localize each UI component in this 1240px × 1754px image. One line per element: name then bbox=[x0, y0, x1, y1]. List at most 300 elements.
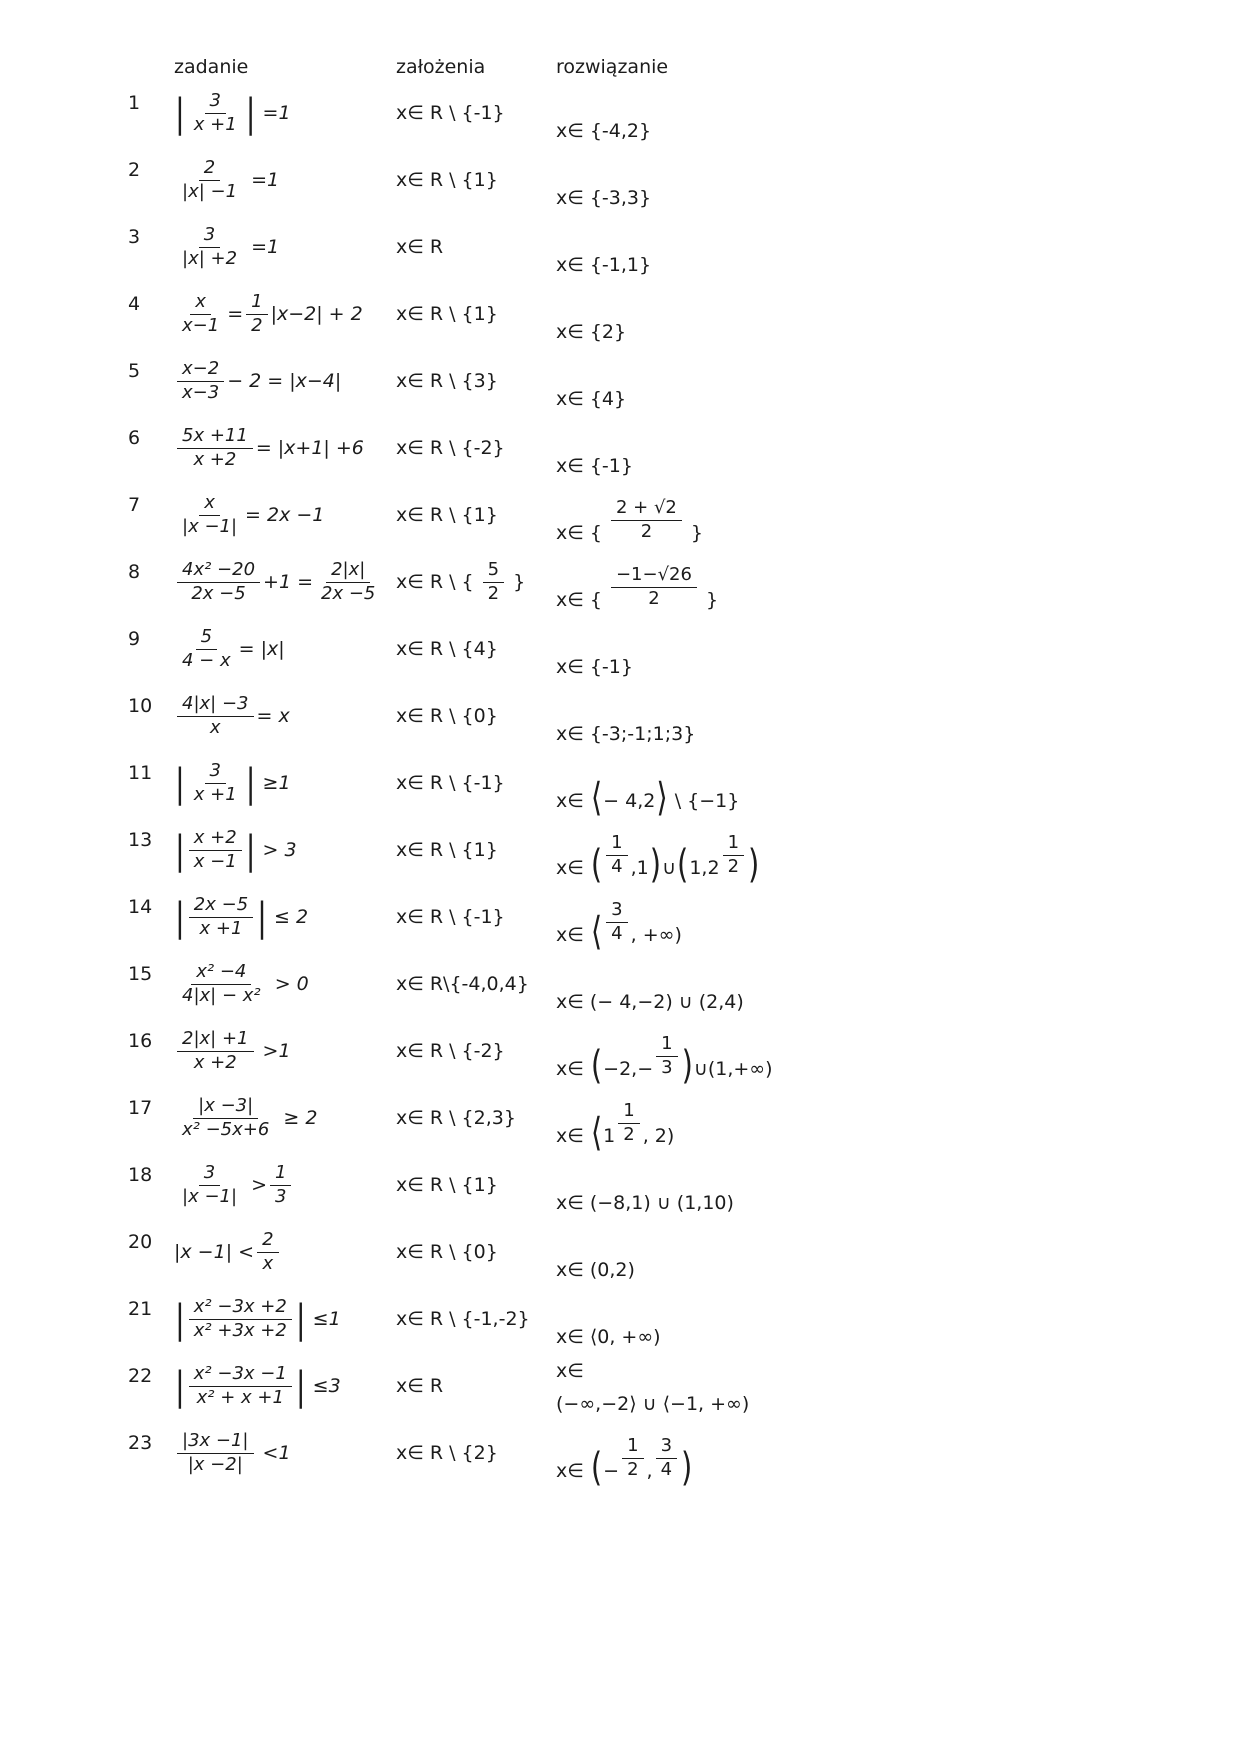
row-number: 8 bbox=[128, 561, 141, 583]
solution-cell bbox=[556, 419, 1190, 477]
assumptions-cell bbox=[396, 955, 556, 1013]
equation-cell bbox=[174, 352, 396, 410]
math-text: ∪(1,+∞) bbox=[693, 1058, 773, 1080]
fraction bbox=[177, 558, 260, 604]
table-row bbox=[128, 1156, 1190, 1214]
assumptions-cell bbox=[396, 84, 556, 142]
numerator: 3 bbox=[199, 226, 220, 248]
fraction bbox=[177, 290, 224, 336]
math-text: x∈ ⟨0, +∞) bbox=[556, 1326, 661, 1348]
fraction bbox=[177, 625, 236, 671]
math-text: =1 bbox=[245, 169, 280, 191]
equation-cell bbox=[174, 1290, 396, 1348]
math-text: x∈ R \ {1} bbox=[396, 169, 498, 191]
math-text: (−∞,−2⟩ ∪ ⟨−1, +∞) bbox=[556, 1392, 750, 1415]
denominator: 2 bbox=[648, 588, 660, 610]
math-text: } bbox=[699, 589, 719, 611]
big-bracket: | bbox=[245, 826, 256, 873]
row-number: 7 bbox=[128, 494, 141, 516]
solution-cell bbox=[556, 754, 1190, 820]
denominator: 2 bbox=[251, 314, 263, 336]
assumptions-cell bbox=[396, 620, 556, 678]
fraction bbox=[177, 491, 242, 537]
fraction bbox=[177, 424, 253, 470]
solution-cell bbox=[556, 1223, 1190, 1281]
row-number: 22 bbox=[128, 1365, 153, 1387]
math-text: = x bbox=[256, 705, 290, 727]
math-text: ≤3 bbox=[306, 1375, 341, 1397]
table-row bbox=[128, 486, 1190, 544]
math-text: , +∞) bbox=[630, 924, 682, 946]
line-break bbox=[556, 1386, 1190, 1388]
equation-cell bbox=[174, 486, 396, 544]
big-bracket: ⟨ bbox=[590, 907, 603, 954]
row-number: 1 bbox=[128, 92, 141, 114]
equation-cell bbox=[174, 687, 396, 745]
table-row bbox=[128, 1223, 1190, 1281]
numerator: 1 bbox=[656, 1035, 677, 1057]
denominator: 4 bbox=[660, 1459, 673, 1481]
denominator: |x −1| bbox=[182, 515, 238, 537]
denominator: x −1 bbox=[193, 850, 237, 872]
table-row bbox=[128, 1424, 1190, 1490]
row-number: 11 bbox=[128, 762, 153, 784]
fraction bbox=[189, 893, 253, 939]
numerator: 2x −5 bbox=[189, 896, 253, 918]
math-text: x∈ R \ {1} bbox=[396, 303, 498, 325]
big-bracket: | bbox=[175, 826, 185, 873]
fraction bbox=[723, 834, 744, 877]
assumptions-cell bbox=[396, 687, 556, 745]
big-bracket: | bbox=[245, 759, 256, 806]
numerator: 4|x| −3 bbox=[177, 695, 254, 717]
math-text: x∈ R \ {0} bbox=[396, 705, 498, 727]
solution-cell bbox=[556, 1156, 1190, 1214]
denominator: x−3 bbox=[182, 381, 220, 403]
denominator: 4 bbox=[611, 923, 623, 945]
math-text: x∈ {-1} bbox=[556, 656, 633, 678]
math-text: , bbox=[646, 1460, 653, 1482]
fraction bbox=[189, 1362, 292, 1408]
big-bracket: | bbox=[175, 759, 185, 806]
big-bracket: ( bbox=[677, 840, 689, 887]
numerator: 4x² −20 bbox=[177, 561, 260, 583]
math-text: x∈ bbox=[556, 1460, 590, 1482]
row-number: 17 bbox=[128, 1097, 153, 1119]
math-text: x∈ R bbox=[396, 1375, 444, 1397]
math-text: x∈ (0,2) bbox=[556, 1259, 635, 1281]
math-text: > 0 bbox=[268, 973, 309, 995]
solution-cell bbox=[556, 1290, 1190, 1348]
column-header-zalozenia: założenia bbox=[396, 56, 486, 78]
numerator: 1 bbox=[270, 1164, 291, 1186]
numerator: 3 bbox=[205, 92, 226, 114]
equation-cell bbox=[174, 888, 396, 946]
denominator: 2 bbox=[727, 856, 740, 878]
big-bracket: ) bbox=[681, 1443, 693, 1490]
equation-cell bbox=[174, 1089, 396, 1147]
denominator: x² −5x+6 bbox=[182, 1118, 270, 1140]
numerator: 2|x| bbox=[326, 561, 370, 583]
numerator: 2 bbox=[199, 159, 220, 181]
row-number: 16 bbox=[128, 1030, 153, 1052]
table-row bbox=[128, 352, 1190, 410]
row-number: 5 bbox=[128, 360, 141, 382]
math-text: +1 = bbox=[263, 571, 313, 593]
fraction bbox=[189, 1295, 292, 1341]
equations-table bbox=[128, 84, 1190, 1490]
fraction bbox=[257, 1228, 278, 1274]
denominator: |x| +2 bbox=[182, 247, 238, 269]
fraction bbox=[270, 1161, 291, 1207]
fraction bbox=[177, 1161, 242, 1207]
fraction bbox=[611, 499, 682, 542]
row-number: 9 bbox=[128, 628, 141, 650]
math-text: x∈ (−8,1) ∪ (1,10) bbox=[556, 1192, 734, 1214]
math-text: x∈ {-1} bbox=[556, 455, 633, 477]
assumptions-cell bbox=[396, 486, 556, 544]
math-text: ≤ 2 bbox=[267, 906, 309, 928]
fraction bbox=[483, 558, 504, 604]
big-bracket: ( bbox=[590, 1041, 603, 1088]
numerator: x² −3x +2 bbox=[189, 1298, 292, 1320]
math-text: x∈ bbox=[556, 857, 590, 879]
row-number: 6 bbox=[128, 427, 141, 449]
row-number: 4 bbox=[128, 293, 141, 315]
assumptions-cell bbox=[396, 1357, 556, 1415]
math-text: x∈ {-4,2} bbox=[556, 120, 652, 142]
table-row bbox=[128, 955, 1190, 1013]
table-row bbox=[128, 687, 1190, 745]
denominator: 4 bbox=[611, 856, 623, 878]
denominator: x−1 bbox=[182, 314, 220, 336]
denominator: 2 bbox=[487, 582, 500, 604]
table-header bbox=[128, 56, 1190, 78]
assumptions-cell bbox=[396, 151, 556, 209]
denominator: 3 bbox=[275, 1185, 287, 1207]
equation-cell bbox=[174, 1424, 396, 1482]
big-bracket: | bbox=[175, 1295, 185, 1342]
denominator: 2x −5 bbox=[191, 582, 246, 604]
math-text: } bbox=[684, 522, 704, 544]
equation-cell bbox=[174, 285, 396, 343]
denominator: x +2 bbox=[193, 1051, 237, 1073]
numerator: 3 bbox=[205, 762, 226, 784]
numerator: 1 bbox=[246, 293, 267, 315]
math-text: x∈ {-3,3} bbox=[556, 187, 652, 209]
table-row bbox=[128, 1290, 1190, 1348]
math-text: − bbox=[603, 1460, 620, 1482]
solution-cell bbox=[556, 687, 1190, 745]
denominator: x +1 bbox=[193, 113, 237, 135]
solution-cell bbox=[556, 1424, 1190, 1490]
math-text: x∈ bbox=[556, 790, 590, 812]
math-text: =1 bbox=[245, 236, 280, 258]
math-text: ∪ bbox=[662, 857, 677, 879]
fraction bbox=[177, 960, 266, 1006]
equation-cell bbox=[174, 151, 396, 209]
math-text: <1 bbox=[256, 1442, 291, 1464]
math-text: x∈ {-1,1} bbox=[556, 254, 652, 276]
fraction bbox=[189, 826, 242, 872]
equation-cell bbox=[174, 419, 396, 477]
math-text: >1 bbox=[256, 1040, 291, 1062]
math-text: > 3 bbox=[256, 839, 297, 861]
big-bracket: | bbox=[245, 89, 256, 136]
solution-cell bbox=[556, 486, 1190, 544]
row-number: 23 bbox=[128, 1432, 153, 1454]
math-text: = 2x −1 bbox=[245, 504, 325, 526]
denominator: x +1 bbox=[193, 783, 237, 805]
numerator: 3 bbox=[606, 901, 627, 923]
denominator: |x| −1 bbox=[182, 180, 238, 202]
numerator: x +2 bbox=[189, 829, 242, 851]
numerator: 1 bbox=[723, 834, 744, 856]
math-text: x∈ bbox=[556, 1125, 590, 1147]
assumptions-cell bbox=[396, 218, 556, 276]
row-number: 18 bbox=[128, 1164, 153, 1186]
math-text: x∈ R \ {1} bbox=[396, 504, 498, 526]
fraction bbox=[177, 692, 254, 738]
assumptions-cell bbox=[396, 754, 556, 812]
math-text: x∈ {2} bbox=[556, 321, 627, 343]
big-bracket: ) bbox=[681, 1041, 693, 1088]
numerator: −1−√26 bbox=[611, 566, 697, 588]
numerator: x² −4 bbox=[191, 963, 251, 985]
denominator: x bbox=[262, 1252, 274, 1274]
math-text: x∈ R \ {-2} bbox=[396, 1040, 505, 1062]
fraction bbox=[611, 566, 697, 609]
big-bracket: | bbox=[175, 1362, 185, 1409]
big-bracket: ) bbox=[649, 840, 662, 887]
math-text: 1 bbox=[603, 1125, 616, 1147]
table-row bbox=[128, 151, 1190, 209]
assumptions-cell bbox=[396, 1089, 556, 1147]
fraction bbox=[177, 223, 242, 269]
column-header-rozwiazanie: rozwiązanie bbox=[556, 56, 669, 78]
denominator: 2 bbox=[627, 1459, 639, 1481]
equation-cell bbox=[174, 955, 396, 1013]
numerator: 1 bbox=[618, 1102, 639, 1124]
math-text: x∈ R \ {1} bbox=[396, 1174, 498, 1196]
assumptions-cell bbox=[396, 1022, 556, 1080]
numerator: x² −3x −1 bbox=[189, 1365, 292, 1387]
denominator: |x −2| bbox=[187, 1453, 243, 1475]
row-number: 2 bbox=[128, 159, 141, 181]
solution-cell bbox=[556, 218, 1190, 276]
table-row bbox=[128, 888, 1190, 954]
big-bracket: | bbox=[175, 89, 185, 136]
solution-cell bbox=[556, 553, 1190, 611]
math-text: x∈ R \ {-1} bbox=[396, 906, 505, 928]
row-number: 10 bbox=[128, 695, 153, 717]
math-text: x∈ bbox=[556, 924, 590, 946]
solution-cell bbox=[556, 352, 1190, 410]
numerator: 3 bbox=[199, 1164, 220, 1186]
math-text: } bbox=[507, 571, 526, 593]
fraction bbox=[246, 290, 267, 336]
equation-cell bbox=[174, 218, 396, 276]
fraction bbox=[177, 357, 224, 403]
row-number: 20 bbox=[128, 1231, 153, 1253]
table-row bbox=[128, 1357, 1190, 1415]
math-text: x∈ { bbox=[556, 522, 608, 544]
fraction bbox=[622, 1437, 643, 1480]
column-header-zadanie: zadanie bbox=[174, 56, 249, 78]
denominator: 4|x| − x² bbox=[182, 984, 261, 1006]
table-row bbox=[128, 84, 1190, 142]
solution-cell bbox=[556, 285, 1190, 343]
table-row bbox=[128, 821, 1190, 887]
math-text: x∈ R bbox=[396, 236, 444, 258]
equation-cell bbox=[174, 553, 396, 611]
math-text: x∈ { bbox=[556, 589, 608, 611]
solution-cell bbox=[556, 1357, 1190, 1415]
numerator: 5 bbox=[483, 561, 504, 583]
big-bracket: | bbox=[175, 893, 185, 940]
table-row bbox=[128, 620, 1190, 678]
header-spacer bbox=[128, 56, 174, 78]
fraction bbox=[177, 1094, 274, 1140]
table-row bbox=[128, 553, 1190, 611]
math-text: ≤1 bbox=[306, 1308, 341, 1330]
denominator: 4 − x bbox=[182, 649, 231, 671]
denominator: x² +3x +2 bbox=[193, 1319, 287, 1341]
math-text: ,1 bbox=[630, 857, 649, 879]
assumptions-cell bbox=[396, 285, 556, 343]
fraction bbox=[656, 1035, 677, 1078]
big-bracket: | bbox=[295, 1295, 306, 1342]
assumptions-cell bbox=[396, 1424, 556, 1482]
numerator: x−2 bbox=[177, 360, 224, 382]
math-text: x∈ R\{-4,0,4} bbox=[396, 973, 529, 995]
numerator: 5x +11 bbox=[177, 427, 253, 449]
denominator: 3 bbox=[661, 1057, 673, 1079]
numerator: x bbox=[190, 293, 211, 315]
assumptions-cell bbox=[396, 352, 556, 410]
solution-cell bbox=[556, 821, 1190, 887]
math-text: x∈ R \ {3} bbox=[396, 370, 498, 392]
numerator: 3 bbox=[656, 1437, 677, 1459]
math-text: ≥ 2 bbox=[277, 1107, 318, 1129]
numerator: 5 bbox=[196, 628, 217, 650]
fraction bbox=[177, 1429, 254, 1475]
math-text: x∈ R \ {2} bbox=[396, 1442, 498, 1464]
equation-cell bbox=[174, 1223, 396, 1281]
math-text: x∈ R \ {-1,-2} bbox=[396, 1308, 530, 1330]
numerator: x bbox=[199, 494, 220, 516]
row-number: 21 bbox=[128, 1298, 153, 1320]
solution-cell bbox=[556, 151, 1190, 209]
math-text: −2,− bbox=[603, 1058, 654, 1080]
fraction bbox=[189, 759, 242, 805]
big-bracket: ) bbox=[748, 840, 760, 887]
math-text: ≥1 bbox=[256, 772, 291, 794]
numerator: 2 + √2 bbox=[611, 499, 682, 521]
math-text: x∈ R \ {-2} bbox=[396, 437, 505, 459]
math-text: = |x| bbox=[238, 638, 285, 660]
math-text: |x−2| + 2 bbox=[270, 303, 363, 325]
equation-cell bbox=[174, 620, 396, 678]
table-row bbox=[128, 419, 1190, 477]
denominator: 2 bbox=[623, 1124, 635, 1146]
big-bracket: ( bbox=[590, 1443, 603, 1490]
fraction bbox=[606, 901, 627, 944]
row-number: 3 bbox=[128, 226, 141, 248]
big-bracket: ⟩ bbox=[656, 773, 668, 820]
solution-cell bbox=[556, 955, 1190, 1013]
numerator: 1 bbox=[622, 1437, 643, 1459]
equation-cell bbox=[174, 821, 396, 879]
math-text: x∈ (− 4,−2) ∪ (2,4) bbox=[556, 991, 744, 1013]
denominator: x +1 bbox=[199, 917, 243, 939]
assumptions-cell bbox=[396, 553, 556, 611]
assumptions-cell bbox=[396, 888, 556, 946]
math-text: x∈ R \ {1} bbox=[396, 839, 498, 861]
table-row bbox=[128, 1089, 1190, 1155]
math-text: x∈ R \ { bbox=[396, 571, 480, 593]
fraction bbox=[177, 1027, 254, 1073]
big-bracket: ( bbox=[590, 840, 603, 887]
math-text: \ {−1} bbox=[668, 790, 740, 812]
fraction bbox=[316, 558, 380, 604]
math-text: |x −1| < bbox=[174, 1241, 255, 1263]
denominator: |x −1| bbox=[182, 1185, 238, 1207]
math-text: 1,2 bbox=[689, 857, 720, 879]
equation-cell bbox=[174, 1357, 396, 1415]
solution-cell bbox=[556, 84, 1190, 142]
math-text: = |x+1| +6 bbox=[255, 437, 364, 459]
assumptions-cell bbox=[396, 821, 556, 879]
denominator: 2 bbox=[640, 521, 653, 543]
big-bracket: | bbox=[295, 1362, 306, 1409]
math-text: , 2) bbox=[642, 1125, 675, 1147]
solution-cell bbox=[556, 620, 1190, 678]
equation-cell bbox=[174, 84, 396, 142]
math-text: x∈ R \ {-1} bbox=[396, 772, 505, 794]
math-text: = bbox=[227, 303, 244, 325]
math-text: =1 bbox=[256, 102, 291, 124]
equation-cell bbox=[174, 754, 396, 812]
math-text: x∈ R \ {0} bbox=[396, 1241, 498, 1263]
numerator: |x −3| bbox=[193, 1097, 258, 1119]
fraction bbox=[177, 156, 242, 202]
equation-cell bbox=[174, 1022, 396, 1080]
row-number: 13 bbox=[128, 829, 153, 851]
assumptions-cell bbox=[396, 1290, 556, 1348]
math-text: x∈ R \ {-1} bbox=[396, 102, 505, 124]
math-text: x∈ R \ {4} bbox=[396, 638, 498, 660]
table-row bbox=[128, 1022, 1190, 1088]
denominator: x² + x +1 bbox=[196, 1386, 284, 1408]
math-text: − 4,2 bbox=[603, 790, 656, 812]
fraction bbox=[606, 834, 627, 877]
assumptions-cell bbox=[396, 1156, 556, 1214]
solution-cell bbox=[556, 1022, 1190, 1088]
numerator: 2 bbox=[257, 1231, 278, 1253]
denominator: 2x −5 bbox=[321, 582, 376, 604]
fraction bbox=[618, 1102, 639, 1145]
numerator: |3x −1| bbox=[177, 1432, 254, 1454]
table-row bbox=[128, 218, 1190, 276]
table-row bbox=[128, 754, 1190, 820]
solution-cell bbox=[556, 888, 1190, 954]
assumptions-cell bbox=[396, 419, 556, 477]
equation-cell bbox=[174, 1156, 396, 1214]
denominator: x +2 bbox=[193, 448, 237, 470]
row-number: 14 bbox=[128, 896, 153, 918]
big-bracket: ⟨ bbox=[590, 773, 603, 820]
